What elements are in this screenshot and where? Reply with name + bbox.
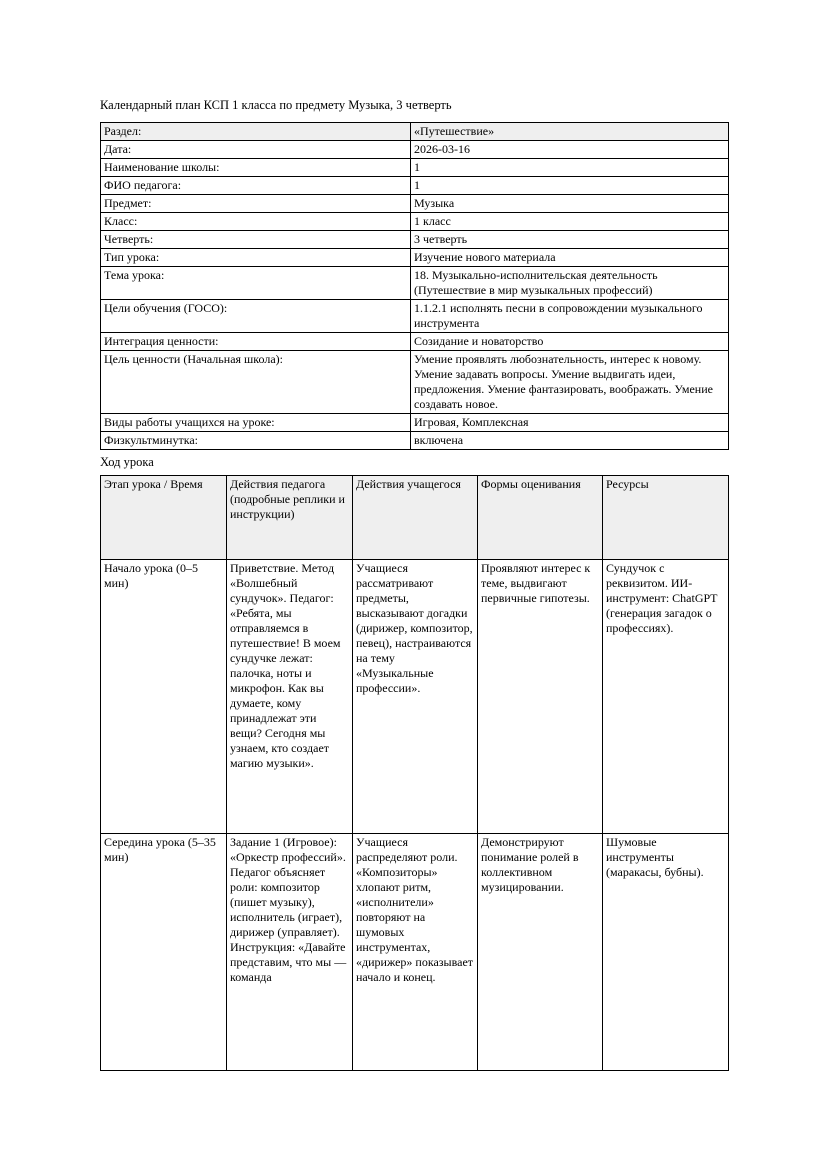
- info-row-value: 3 четверть: [411, 231, 729, 249]
- info-row-label: Предмет:: [101, 195, 411, 213]
- info-row: [101, 300, 729, 333]
- info-table: [100, 122, 729, 450]
- lesson-cell-student-actions: Учащиеся рассматривают предметы, высказывают догадки (дирижер, композитор, певец), настраиваются на тему «Музыкальные профессии».: [353, 560, 478, 834]
- lesson-cell-stage: Середина урока (5–35 мин): [101, 834, 227, 1071]
- info-row-label: Виды работы учащихся на уроке:: [101, 414, 411, 432]
- info-row-value: «Путешествие»: [411, 123, 729, 141]
- lesson-cell-teacher-actions: Задание 1 (Игровое): «Оркестр профессий». Педагог объясняет роли: композитор (пишет музыку), исполнитель (играет), дирижер (управляет). Инструкция: «Давайте представим, что мы — команда: [227, 834, 353, 1071]
- info-row: [101, 432, 729, 450]
- info-row: [101, 195, 729, 213]
- info-row: [101, 141, 729, 159]
- lesson-col-header-teacher-actions: Действия педагога (подробные реплики и инструкции): [227, 476, 353, 560]
- info-row-value: Изучение нового материала: [411, 249, 729, 267]
- info-row: [101, 159, 729, 177]
- info-row-label: Цели обучения (ГОСО):: [101, 300, 411, 333]
- info-row-value: 1.1.2.1 исполнять песни в сопровождении музыкального инструмента: [411, 300, 729, 333]
- lesson-cell-assessment: Проявляют интерес к теме, выдвигают первичные гипотезы.: [478, 560, 603, 834]
- info-row: [101, 213, 729, 231]
- lesson-col-header-student-actions: Действия учащегося: [353, 476, 478, 560]
- info-row-value: 1 класс: [411, 213, 729, 231]
- info-row-label: Тип урока:: [101, 249, 411, 267]
- lesson-col-header-stage: Этап урока / Время: [101, 476, 227, 560]
- info-row: [101, 267, 729, 300]
- info-row-value: 1: [411, 177, 729, 195]
- info-row-label: Физкультминутка:: [101, 432, 411, 450]
- lesson-cell-stage: Начало урока (0–5 мин): [101, 560, 227, 834]
- lesson-cell-assessment: Демонстрируют понимание ролей в коллективном музицировании.: [478, 834, 603, 1071]
- lesson-row: [101, 560, 729, 834]
- info-row-label: Тема урока:: [101, 267, 411, 300]
- lesson-col-header-resources: Ресурсы: [603, 476, 729, 560]
- info-row-label: Четверть:: [101, 231, 411, 249]
- page-title: Календарный план КСП 1 класса по предмету Музыка, 3 четверть: [100, 98, 452, 112]
- info-row-value: 18. Музыкально-исполнительская деятельность (Путешествие в мир музыкальных профессий): [411, 267, 729, 300]
- info-row-value: Музыка: [411, 195, 729, 213]
- info-row-label: Класс:: [101, 213, 411, 231]
- info-row-label: Дата:: [101, 141, 411, 159]
- lesson-cell-teacher-actions: Приветствие. Метод «Волшебный сундучок». Педагог: «Ребята, мы отправляемся в путешествие! В моем сундучке лежат: палочка, ноты и микрофон. Как вы думаете, кому принадлежат эти вещи? Сегодня мы узнаем, кто создает магию музыки».: [227, 560, 353, 834]
- info-row: [101, 249, 729, 267]
- info-row: [101, 231, 729, 249]
- lesson-cell-resources: Шумовые инструменты (маракасы, бубны).: [603, 834, 729, 1071]
- info-row-label: Наименование школы:: [101, 159, 411, 177]
- info-row: [101, 351, 729, 414]
- section-heading: Ход урока: [100, 455, 154, 469]
- info-row-value: 2026-03-16: [411, 141, 729, 159]
- info-row: [101, 177, 729, 195]
- info-row: [101, 123, 729, 141]
- info-row: [101, 333, 729, 351]
- info-row-label: Раздел:: [101, 123, 411, 141]
- info-row-value: 1: [411, 159, 729, 177]
- info-row-value: Созидание и новаторство: [411, 333, 729, 351]
- info-row-value: Умение проявлять любознательность, интерес к новому. Умение задавать вопросы. Умение выдвигать идеи, предложения. Умение фантазировать, воображать. Умение создавать новое.: [411, 351, 729, 414]
- lesson-header-row: [101, 476, 729, 560]
- lesson-col-header-assessment: Формы оценивания: [478, 476, 603, 560]
- info-row-label: Интеграция ценности:: [101, 333, 411, 351]
- lesson-table: [100, 475, 729, 1071]
- info-row-label: ФИО педагога:: [101, 177, 411, 195]
- document-content: [100, 98, 728, 1071]
- info-row-value: включена: [411, 432, 729, 450]
- lesson-cell-resources: Сундучок с реквизитом. ИИ-инструмент: ChatGPT (генерация загадок о профессиях).: [603, 560, 729, 834]
- lesson-row: [101, 834, 729, 1071]
- info-row-label: Цель ценности (Начальная школа):: [101, 351, 411, 414]
- lesson-cell-student-actions: Учащиеся распределяют роли. «Композиторы» хлопают ритм, «исполнители» повторяют на шумовых инструментах, «дирижер» показывает начало и конец.: [353, 834, 478, 1071]
- info-row-value: Игровая, Комплексная: [411, 414, 729, 432]
- info-row: [101, 414, 729, 432]
